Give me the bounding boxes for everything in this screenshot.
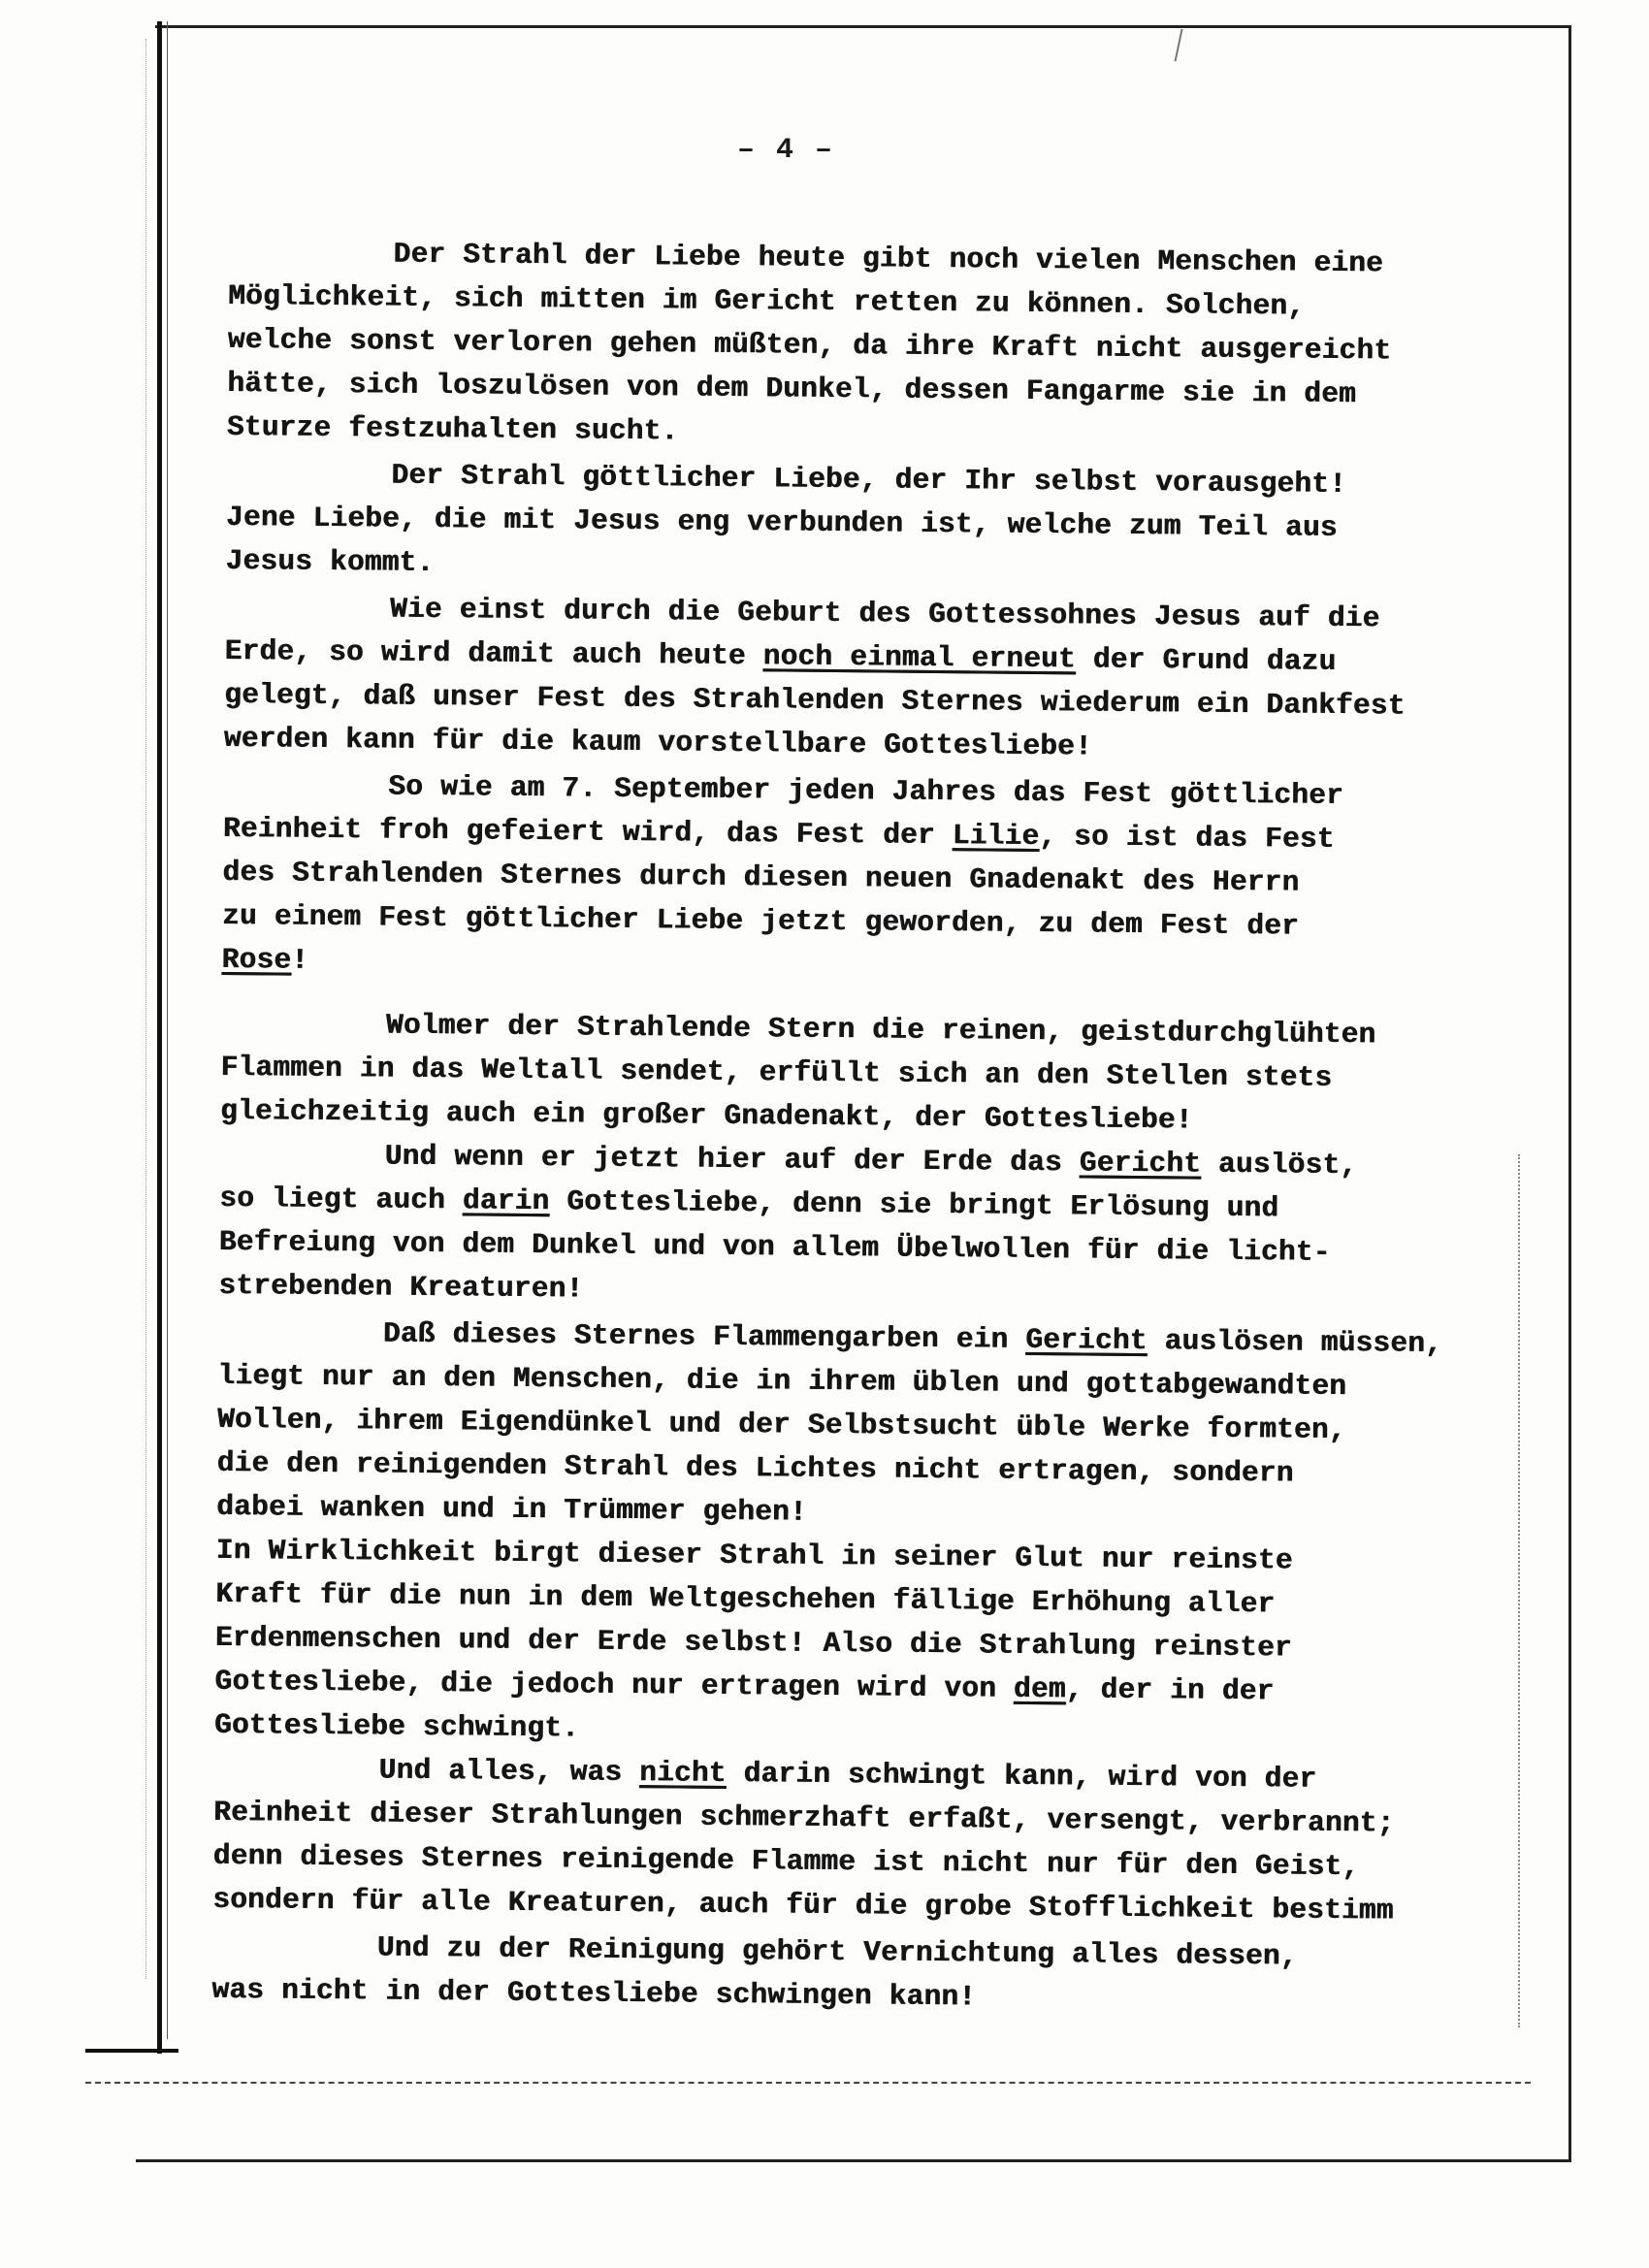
text-line: [227, 407, 679, 450]
text-line: [220, 1091, 1193, 1140]
scan-noise-left: [146, 39, 147, 1979]
text-line: [221, 940, 308, 980]
text-run: auslösen müssen,: [1147, 1324, 1443, 1361]
text-line: [216, 1443, 1293, 1493]
text-line: [221, 1004, 1376, 1053]
text-line: [211, 1970, 976, 2017]
text-run: So wie am 7. September jeden Jahres das Fest göttlicher: [388, 769, 1344, 813]
text-run: Und zu der Reinigung gehört Vernichtung alles dessen,: [376, 1930, 1298, 1973]
text-run: die den reinigenden Strahl des Lichtes nicht ertragen, sondern: [216, 1445, 1294, 1490]
text-run: Möglichkeit, sich mitten im Gericht retten zu können. Solchen,: [227, 278, 1306, 323]
scan-frame-bottom: [136, 2159, 1571, 2162]
text-run: so liegt auch: [218, 1181, 463, 1217]
text-line: [227, 364, 1356, 413]
text-line: [214, 1662, 1274, 1710]
text-line: [214, 1705, 579, 1748]
text-line: [213, 1793, 1395, 1843]
text-run: Der Strahl göttlicher Liebe, der Ihr selbst vorausgeht!: [391, 458, 1347, 502]
text-line: [228, 276, 1305, 326]
text-run: Reinheit froh gefeiert wird, das Fest der: [222, 811, 953, 853]
scan-frame-left: [157, 21, 162, 2054]
text-run: des Strahlenden Sternes durch diesen neuen Gnadenakt des Herrn: [222, 855, 1300, 899]
page-number: – 4 –: [736, 134, 834, 167]
text-run: Gottesliebe, die jedoch nur ertragen wird von: [214, 1664, 1015, 1705]
text-run: Gottesliebe schwingt.: [213, 1707, 580, 1745]
text-run: Und alles, was: [378, 1753, 640, 1790]
text-run: Befreiung von dem Dunkel und von allem Übelwollen für die licht-: [218, 1224, 1331, 1269]
text-line: [216, 1487, 807, 1532]
text-run: In Wirklichkeit birgt dieser Strahl in seiner Glut nur reinste: [215, 1533, 1293, 1577]
text-line: [224, 675, 1406, 726]
pencil-mark: [1175, 29, 1187, 63]
scan-frame-left-shadow: [167, 21, 168, 2039]
text-line: [212, 1836, 1359, 1886]
underlined-text: nicht: [638, 1756, 727, 1790]
text-line: [218, 1266, 583, 1309]
text-line: [215, 1531, 1292, 1580]
text-run: Jesus kommt.: [225, 543, 435, 580]
text-line: [227, 320, 1391, 371]
text-run: , der in der: [1065, 1672, 1275, 1708]
text-line: [217, 1400, 1346, 1449]
text-line: [226, 498, 1338, 547]
text-line: [223, 809, 1335, 859]
text-run: sondern für alle Kreaturen, auch für die grobe Stofflichkeit bestimm: [212, 1882, 1394, 1928]
underlined-text: Lilie: [952, 819, 1040, 854]
underlined-text: Rose: [221, 942, 292, 977]
text-run: Wolmer der Strahlende Stern die reinen, geistdurchglühten: [385, 1008, 1376, 1052]
text-line: [225, 588, 1380, 637]
text-line: [219, 1135, 1357, 1184]
scan-frame-top: [155, 25, 1571, 28]
text-run: darin schwingt kann, wird von der: [726, 1756, 1317, 1796]
text-run: , so ist das Fest: [1039, 820, 1335, 856]
text-run: Daß dieses Sternes Flammengarben ein: [382, 1316, 1026, 1356]
text-line: [215, 1574, 1275, 1623]
text-line: [213, 1749, 1316, 1798]
text-line: [228, 233, 1383, 282]
text-run: denn dieses Sternes reinigende Flamme ist nicht nur für den Geist,: [212, 1838, 1360, 1884]
scan-frame-dashed-rule: [85, 2082, 1531, 2084]
text-line: [224, 632, 1336, 681]
text-run: !: [290, 943, 309, 977]
scan-noise-right: [1518, 1154, 1522, 2027]
text-line: [222, 853, 1299, 902]
text-line: [219, 1179, 1278, 1227]
text-line: [222, 896, 1299, 946]
text-run: Der Strahl der Liebe heute gibt noch vielen Menschen eine: [393, 237, 1384, 280]
text-run: was nicht in der Gottesliebe schwingen kann!: [211, 1972, 977, 2014]
text-run: strebenden Kreaturen!: [218, 1268, 584, 1306]
text-line: [219, 1222, 1331, 1272]
text-run: zu einem Fest göttlicher Liebe jetzt geworden, zu dem Fest der: [221, 898, 1300, 943]
text-line: [218, 1312, 1442, 1363]
text-run: Gottesliebe, denn sie bringt Erlösung und: [549, 1184, 1279, 1225]
text-run: der Grund dazu: [1075, 642, 1337, 678]
text-run: Flammen in das Weltall sendet, erfüllt sich an den Stellen stets: [220, 1050, 1333, 1094]
text-line: [223, 765, 1343, 815]
text-run: Erde, so wird damit auch heute: [224, 633, 763, 673]
typewritten-body: [211, 0, 1511, 2014]
text-run: Jene Liebe, die mit Jesus eng verbunden ist, welche zum Teil aus: [225, 500, 1338, 544]
text-run: Und wenn er jetzt hier auf der Erde das: [384, 1139, 1080, 1180]
underlined-text: dem: [1013, 1671, 1066, 1706]
text-line: [225, 541, 434, 582]
underlined-text: noch einmal erneut: [762, 639, 1076, 676]
text-run: welche sonst verloren gehen müßten, da ihre Kraft nicht ausgereicht: [227, 322, 1392, 368]
underlined-text: Gericht: [1025, 1322, 1148, 1358]
text-line: [224, 719, 1092, 766]
text-run: gelegt, daß unser Fest des Strahlenden Sternes wiederum ein Dankfest: [223, 677, 1406, 723]
text-line: [217, 1356, 1346, 1406]
text-run: Wollen, ihrem Eigendünkel und der Selbstsucht üble Werke formten,: [216, 1402, 1346, 1447]
text-run: hätte, sich loszulösen von dem Dunkel, dessen Fangarme sie in dem: [227, 366, 1357, 411]
text-run: Wie einst durch die Geburt des Gottessohnes Jesus auf die: [389, 592, 1380, 635]
text-line: [212, 1927, 1298, 1976]
text-run: gleichzeitig auch ein großer Gnadenakt, der Gottesliebe!: [219, 1093, 1193, 1137]
underlined-text: darin: [462, 1183, 550, 1218]
underlined-text: Gericht: [1079, 1146, 1202, 1181]
text-line: [212, 1880, 1394, 1930]
scan-frame-right: [1568, 25, 1571, 2159]
text-line: [215, 1618, 1292, 1668]
text-run: Sturze festzuhalten sucht.: [226, 409, 679, 448]
text-run: werden kann für die kaum vorstellbare Gottesliebe!: [223, 721, 1092, 763]
text-line: [220, 1048, 1332, 1097]
text-run: liegt nur an den Menschen, die in ihrem üblen und gottabgewandten: [217, 1358, 1347, 1404]
text-run: dabei wanken und in Trümmer gehen!: [215, 1489, 807, 1529]
text-run: Reinheit dieser Strahlungen schmerzhaft erfaßt, versengt, verbrannt;: [212, 1795, 1395, 1840]
text-run: auslöst,: [1200, 1147, 1358, 1183]
text-line: [226, 454, 1346, 503]
text-run: Erdenmenschen und der Erde selbst! Also die Strahlung reinster: [214, 1620, 1292, 1665]
scan-frame-foot: [85, 2049, 178, 2053]
text-run: Kraft für die nun in dem Weltgeschehen fällige Erhöhung aller: [215, 1576, 1276, 1621]
